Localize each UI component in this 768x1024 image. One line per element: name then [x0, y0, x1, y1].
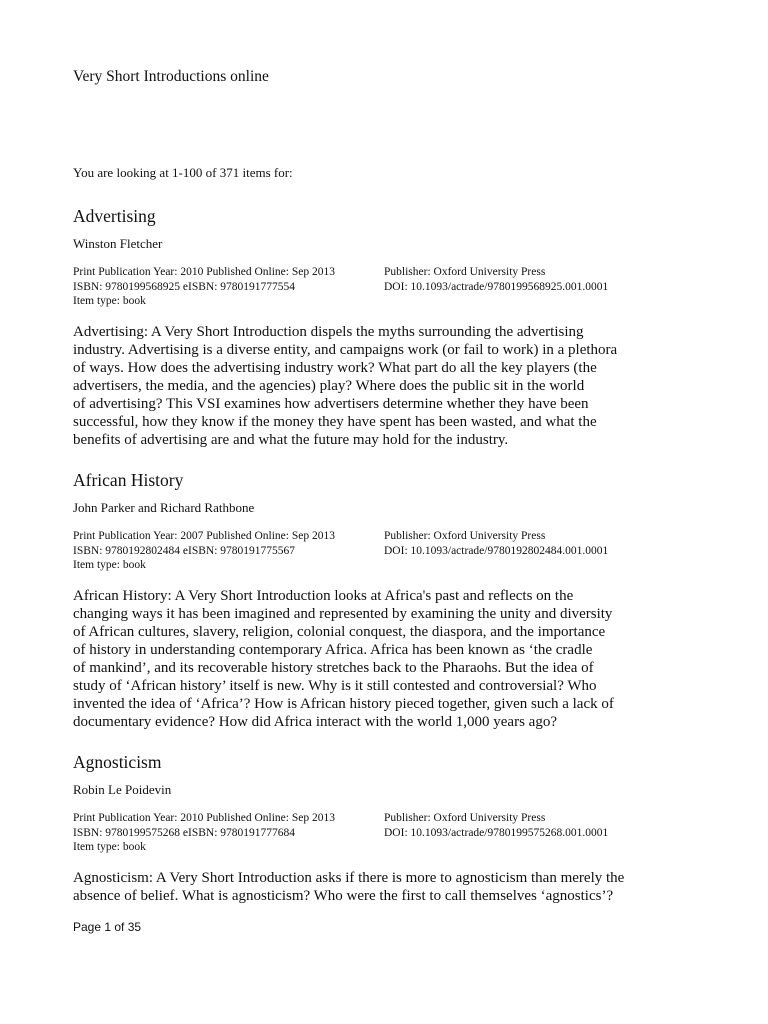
publication-info: Print Publication Year: 2010 Published Online: Sep 2013 — [73, 812, 335, 824]
isbn-info: ISBN: 9780199568925 eISBN: 9780191777554 — [73, 280, 296, 293]
abstract-line: of African cultures, slavery, religion, colonial conquest, the diaspora, and the importance — [73, 623, 606, 640]
book-metadata — [73, 265, 703, 309]
book-title[interactable]: Agnosticism — [73, 752, 162, 772]
book-entry — [73, 205, 703, 449]
abstract-line: of history in understanding contemporary Africa. Africa has been known as ‘the cradle — [73, 641, 593, 658]
item-type: Item type: book — [73, 295, 146, 307]
abstract-line: African History: A Very Short Introduction looks at Africa's past and reflects on the — [73, 587, 574, 604]
book-title[interactable]: African History — [73, 470, 184, 490]
page-number: Page 1 of 35 — [73, 920, 142, 934]
doi-info: DOI: 10.1093/actrade/9780192802484.001.0001 — [384, 544, 609, 557]
publisher-info: Publisher: Oxford University Press — [384, 812, 546, 824]
publication-info: Print Publication Year: 2010 Published Online: Sep 2013 — [73, 266, 335, 278]
abstract-line: successful, how they know if the money they have spent has been wasted, and what the — [73, 413, 597, 430]
book-metadata — [73, 529, 703, 573]
abstract-line: changing ways it has been imagined and represented by examining the unity and diversity — [73, 605, 613, 622]
publisher-info: Publisher: Oxford University Press — [384, 530, 546, 542]
book-abstract — [73, 323, 703, 449]
abstract-line: benefits of advertising are and what the future may hold for the industry. — [73, 431, 509, 448]
abstract-line: of advertising? This VSI examines how advertisers determine whether they have been — [73, 395, 589, 412]
book-title[interactable]: Advertising — [73, 206, 156, 226]
publication-info: Print Publication Year: 2007 Published Online: Sep 2013 — [73, 530, 335, 542]
book-metadata — [73, 811, 703, 855]
item-type: Item type: book — [73, 841, 146, 853]
book-author: John Parker and Richard Rathbone — [73, 500, 255, 515]
abstract-line: Advertising: A Very Short Introduction dispels the myths surrounding the advertising — [73, 323, 584, 340]
doi-info: DOI: 10.1093/actrade/9780199575268.001.0001 — [384, 826, 609, 839]
abstract-line: advertisers, the media, and the agencies) play? Where does the public sit in the world — [73, 377, 585, 394]
isbn-info: ISBN: 9780199575268 eISBN: 9780191777684 — [73, 826, 296, 839]
abstract-line: study of ‘African history’ itself is new. Why is it still contested and controversial? Who — [73, 677, 597, 694]
book-entry — [73, 469, 703, 731]
abstract-line: of mankind’, and its recoverable history stretches back to the Pharaohs. But the idea of — [73, 659, 594, 676]
publisher-info: Publisher: Oxford University Press — [384, 266, 546, 278]
book-author: Robin Le Poidevin — [73, 782, 172, 797]
site-title: Very Short Introductions online — [73, 68, 269, 85]
results-count-text: You are looking at 1-100 of 371 items for: — [73, 165, 293, 180]
abstract-line: invented the idea of ‘Africa’? How is African history pieced together, given such a lack of — [73, 695, 614, 712]
abstract-line: Agnosticism: A Very Short Introduction asks if there is more to agnosticism than merely the — [73, 869, 625, 886]
abstract-line: industry. Advertising is a diverse entity, and campaigns work (or fail to work) in a plethora — [73, 341, 618, 358]
item-type: Item type: book — [73, 559, 146, 571]
abstract-line: of ways. How does the advertising industry work? What part do all the key players (the — [73, 359, 597, 376]
abstract-line: absence of belief. What is agnosticism? Who were the first to call themselves ‘agnostics’? — [73, 887, 614, 904]
book-author: Winston Fletcher — [73, 236, 163, 251]
book-abstract — [73, 587, 703, 731]
isbn-info: ISBN: 9780192802484 eISBN: 9780191775567 — [73, 544, 296, 557]
abstract-line: documentary evidence? How did Africa interact with the world 1,000 years ago? — [73, 713, 557, 730]
book-entry — [73, 751, 703, 905]
doi-info: DOI: 10.1093/actrade/9780199568925.001.0001 — [384, 280, 609, 293]
book-abstract — [73, 869, 703, 905]
